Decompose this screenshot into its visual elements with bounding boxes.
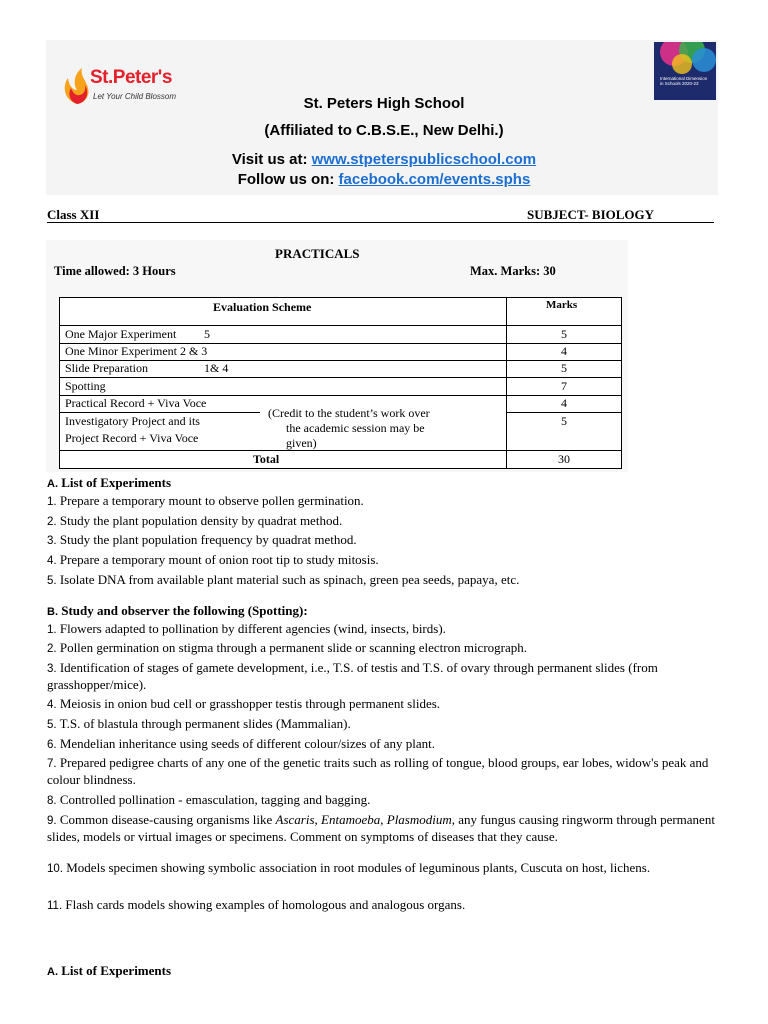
- item-text: Prepare a temporary mount of onion root tip to study mitosis.: [59, 552, 379, 567]
- section-b-heading: [47, 603, 308, 619]
- follow-line: [0, 171, 768, 188]
- badge-text: International Dimension in Schools 2020-23: [660, 76, 708, 86]
- list-item: [47, 792, 719, 809]
- item-number: 1.: [47, 624, 57, 636]
- item-number: 8.: [47, 795, 57, 807]
- table-total-label: Total: [253, 452, 280, 466]
- section-letter: B.: [47, 606, 58, 618]
- item-text: Mendelian inheritance using seeds of different colour/sizes of any plant.: [59, 736, 436, 751]
- credit-note-line: (Credit to the student’s work over: [268, 406, 430, 420]
- item-text: Meiosis in onion bud cell or grasshopper testis through permanent slides.: [59, 696, 441, 711]
- table-row-divider: [60, 325, 621, 326]
- practicals-title: PRACTICALS: [275, 246, 360, 261]
- item-number: 3.: [47, 663, 57, 675]
- credit-note-line: given): [286, 436, 317, 450]
- visit-prefix: Visit us at:: [231, 151, 312, 168]
- international-dimension-badge: [654, 42, 716, 100]
- section-title: Study and observer the following (Spotting):: [61, 603, 308, 618]
- item-number: 1.: [47, 496, 57, 508]
- table-row-marks: 5: [561, 361, 567, 375]
- credit-note-line: the academic session may be: [286, 421, 425, 435]
- item-number: 5.: [47, 719, 57, 731]
- max-marks: Max. Marks: 30: [470, 264, 556, 278]
- list-item: [47, 696, 719, 713]
- visit-line: [0, 151, 768, 168]
- list-item: [47, 897, 719, 914]
- item-text: Models specimen showing symbolic association in root modules of leguminous plants, Cuscuta on host, lichens.: [66, 860, 651, 875]
- item-text: Flowers adapted to pollination by different agencies (wind, insects, birds).: [59, 621, 446, 636]
- badge-circles-icon: [654, 42, 716, 76]
- list-item: [47, 640, 719, 657]
- table-row-label: One Minor Experiment 2 & 3: [65, 344, 208, 358]
- item-number: 7.: [47, 758, 57, 770]
- list-item: [47, 716, 719, 733]
- list-item: [47, 493, 719, 510]
- table-row-marks: 5: [561, 327, 567, 341]
- item-text: Common disease-causing organisms like: [59, 812, 276, 827]
- list-item: [47, 532, 719, 549]
- item-text: Pollen germination on stigma through a permanent slide or scanning electron micrograph.: [59, 640, 527, 655]
- section-a-heading: [47, 475, 171, 491]
- item-text: Study the plant population density by quadrat method.: [59, 513, 343, 528]
- item-text: ,: [380, 812, 387, 827]
- section-letter: A.: [47, 478, 58, 490]
- table-row-marks: 4: [561, 396, 567, 410]
- item-text: Study the plant population frequency by quadrat method.: [59, 532, 357, 547]
- item-number: 4.: [47, 555, 57, 567]
- table-row-label: One Major Experiment: [65, 327, 177, 341]
- item-number: 3.: [47, 535, 57, 547]
- item-text: , any fungus causing ringworm through permanent slides, models or virtual images or specimens. Comment on symptoms of diseases that they cause.: [47, 812, 715, 844]
- item-text: Flash cards models showing examples of homologous and analogous organs.: [65, 897, 466, 912]
- list-item: [47, 552, 719, 569]
- list-item: [47, 755, 719, 788]
- table-header-scheme: Evaluation Scheme: [213, 300, 312, 314]
- table-header-marks: Marks: [546, 299, 578, 311]
- class-underline: [47, 222, 714, 223]
- section-title: List of Experiments: [61, 963, 172, 978]
- table-total-marks: 30: [558, 452, 570, 466]
- organism-name: Entamoeba: [321, 812, 381, 827]
- section-letter: A.: [47, 966, 58, 978]
- table-row-divider: [60, 412, 260, 413]
- class-label: Class XII: [47, 207, 100, 222]
- item-text: ,: [314, 812, 322, 827]
- table-row-label-cont: Project Record + Viva Voce: [65, 431, 199, 445]
- item-text: T.S. of blastula through permanent slides (Mammalian).: [59, 716, 351, 731]
- table-row-marks: 5: [561, 414, 567, 428]
- list-item: [47, 736, 719, 753]
- item-text: Prepared pedigree charts of any one of the genetic traits such as rolling of tongue, blood groups, ear lobes, widow's peak and colour blindness.: [47, 755, 709, 787]
- subject-label: SUBJECT- BIOLOGY: [527, 207, 655, 222]
- table-row-divider: [60, 450, 621, 451]
- list-item: [47, 660, 719, 693]
- table-row-marks: 7: [561, 379, 567, 393]
- facebook-link[interactable]: facebook.com/events.sphs: [338, 171, 531, 188]
- table-row-divider: [60, 377, 621, 378]
- table-row-detail: 1& 4: [204, 361, 229, 375]
- item-text: Isolate DNA from available plant material such as spinach, green pea seeds, papaya, etc.: [59, 572, 520, 587]
- follow-prefix: Follow us on:: [237, 171, 339, 188]
- item-number: 11.: [47, 900, 63, 912]
- list-item: [47, 860, 719, 877]
- affiliation-line: (Affiliated to C.B.S.E., New Delhi.): [264, 122, 504, 139]
- item-number: 2.: [47, 516, 57, 528]
- table-row-label: Spotting: [65, 379, 106, 393]
- item-number: 9.: [47, 815, 57, 827]
- logo-tagline: Let Your Child Blossom: [93, 92, 177, 101]
- item-text: Prepare a temporary mount to observe pollen germination.: [59, 493, 364, 508]
- logo-brand-text: St.Peter's: [90, 67, 172, 88]
- time-allowed: Time allowed: 3 Hours: [54, 264, 176, 278]
- list-item: [47, 572, 719, 589]
- table-row-label: Practical Record + Viva Voce: [65, 396, 207, 410]
- table-row-label: Slide Preparation: [65, 361, 148, 375]
- organism-name: Plasmodium: [386, 812, 452, 827]
- list-item: [47, 621, 719, 638]
- evaluation-table: [59, 297, 622, 469]
- item-number: 6.: [47, 739, 57, 751]
- list-item: [47, 812, 719, 845]
- organism-name: Ascaris: [275, 812, 315, 827]
- item-number: 10.: [47, 863, 63, 875]
- section-a-repeat-heading: [47, 963, 171, 979]
- item-number: 5.: [47, 575, 57, 587]
- item-number: 2.: [47, 643, 57, 655]
- item-text: Identification of stages of gamete development, i.e., T.S. of testis and T.S. of ovary through permanent slides (from grasshopper/mice).: [47, 660, 658, 692]
- table-row-divider: [506, 412, 621, 413]
- section-title: List of Experiments: [61, 475, 172, 490]
- table-row-label: Investigatory Project and its: [65, 414, 200, 428]
- item-number: 4.: [47, 699, 57, 711]
- table-row-detail: 5: [204, 327, 210, 341]
- school-name: St. Peters High School: [303, 95, 465, 112]
- item-text: Controlled pollination - emasculation, tagging and bagging.: [59, 792, 371, 807]
- list-item: [47, 513, 719, 530]
- website-link[interactable]: www.stpeterspublicschool.com: [311, 151, 537, 168]
- table-row-marks: 4: [561, 344, 567, 358]
